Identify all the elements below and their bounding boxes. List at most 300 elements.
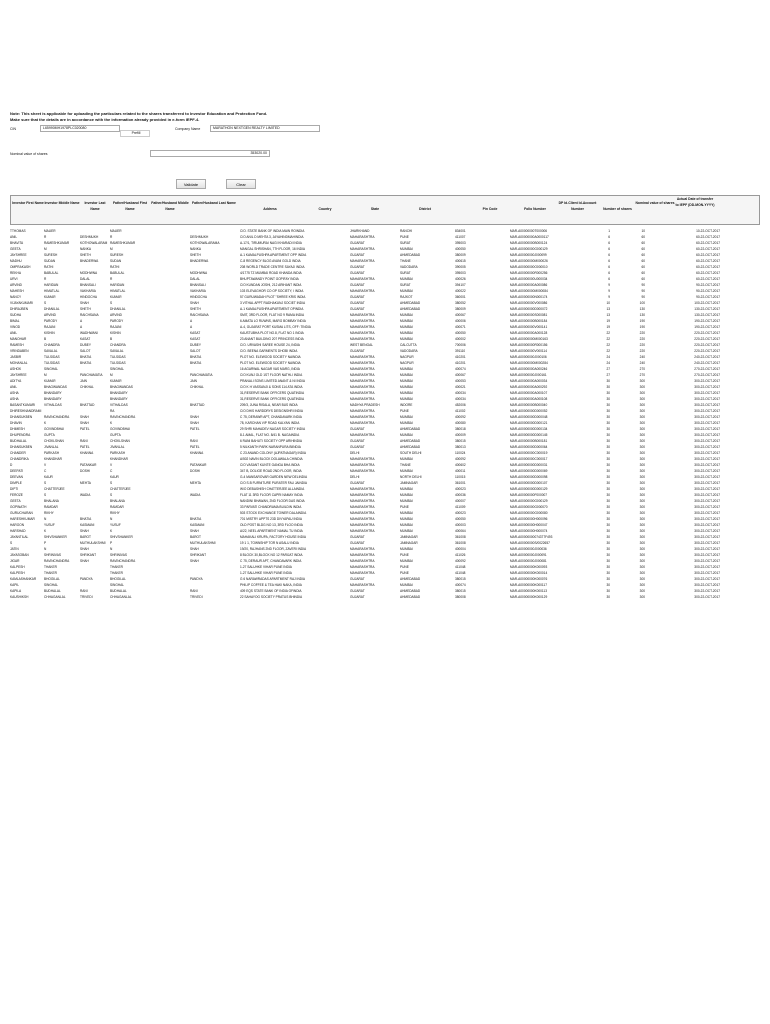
- cell-father-last-name[interactable]: MODHWNA: [190, 271, 208, 275]
- cell-middle-name[interactable]: CHOKLSHAN: [44, 439, 64, 443]
- cell-last-name[interactable]: SHAH: [80, 421, 89, 425]
- cell-transfer-date[interactable]: 300-22-OCT-2017: [694, 529, 720, 533]
- cell-number-of-shares[interactable]: 19: [606, 319, 610, 323]
- cell-pin-code[interactable]: 400092: [455, 415, 466, 419]
- cell-folio-number[interactable]: MAR-A00000000J000091: [510, 553, 547, 557]
- cell-number-of-shares[interactable]: 27: [606, 367, 610, 371]
- cell-first-name[interactable]: SUDHA: [10, 313, 22, 317]
- cell-father-last-name[interactable]: MEHTA: [190, 481, 201, 485]
- cell-number-of-shares[interactable]: 30: [606, 433, 610, 437]
- cell-district[interactable]: PUNE: [400, 571, 409, 575]
- cell-number-of-shares[interactable]: 30: [606, 529, 610, 533]
- cell-district[interactable]: THANE: [400, 463, 411, 467]
- cell-nominal-value[interactable]: 300: [639, 475, 645, 479]
- cell-transfer-date[interactable]: 300-22-OCT-2017: [694, 397, 720, 401]
- cell-first-name[interactable]: ANIL: [10, 385, 18, 389]
- cell-state[interactable]: MAHARASHTRA: [350, 367, 375, 371]
- cell-district[interactable]: MUMBAI: [400, 499, 413, 503]
- cell-first-name[interactable]: ASHA: [10, 397, 19, 401]
- cell-state[interactable]: MAHARASHTRA: [350, 505, 375, 509]
- cell-first-name[interactable]: KALPESH: [10, 571, 25, 575]
- cell-pin-code[interactable]: 400034: [455, 397, 466, 401]
- cell-address[interactable]: W/O DEBASHISH CHATTERJEE ALLAINDIA: [240, 487, 305, 491]
- cell-nominal-value[interactable]: 300: [639, 541, 645, 545]
- cell-first-name[interactable]: FEROZE: [10, 493, 23, 497]
- cell-folio-number[interactable]: MAR-A00000000A000034: [510, 379, 548, 383]
- cell-nominal-value[interactable]: 300: [639, 397, 645, 401]
- cell-number-of-shares[interactable]: 30: [606, 571, 610, 575]
- cell-nominal-value[interactable]: 300: [639, 457, 645, 461]
- cell-state[interactable]: MAHARASHTRA: [350, 397, 375, 401]
- cell-middle-name[interactable]: BUDHALAL: [44, 589, 61, 593]
- cell-district[interactable]: MUMBAI: [400, 385, 413, 389]
- cell-nominal-value[interactable]: 300: [639, 589, 645, 593]
- cell-folio-number[interactable]: MAR-A00000000J000099: [510, 253, 547, 257]
- cell-state[interactable]: MAHARASHTRA: [350, 409, 375, 413]
- cell-first-name[interactable]: BIMAL: [10, 319, 20, 323]
- cell-nominal-value[interactable]: 240: [639, 355, 645, 359]
- cell-folio-number[interactable]: MAR-A00000000H000047: [510, 523, 548, 527]
- cell-father-last-name[interactable]: JAIN: [190, 379, 197, 383]
- cell-district[interactable]: NAGPUR: [400, 361, 414, 365]
- cell-father-first-name[interactable]: KUMAR: [110, 295, 122, 299]
- cell-folio-number[interactable]: MAR-A00000000M000026: [510, 259, 548, 263]
- cell-father-first-name[interactable]: N: [110, 517, 113, 521]
- cell-pin-code[interactable]: 400050: [455, 517, 466, 521]
- cell-address[interactable]: C/O KUNJ OLD 1ST FLOOR NATHLI INDIA: [240, 373, 303, 377]
- cell-district[interactable]: MUMBAI: [400, 529, 413, 533]
- cell-state[interactable]: GUJARAT: [350, 481, 365, 485]
- cell-number-of-shares[interactable]: 30: [606, 421, 610, 425]
- cell-father-first-name[interactable]: PARKASH: [110, 451, 125, 455]
- cell-address[interactable]: 409 EQS STATE BANK OF INDIA OFINDIA: [240, 589, 302, 593]
- validate-button[interactable]: Validate: [176, 179, 206, 189]
- cell-father-first-name[interactable]: RIKHY: [110, 511, 120, 515]
- cell-district[interactable]: AHMEDABAD: [400, 439, 421, 443]
- cell-state[interactable]: MAHARASHTRA: [350, 529, 375, 533]
- cell-state[interactable]: MAHARASHTRA: [350, 277, 375, 281]
- cell-state[interactable]: MAHARASHTRA: [350, 547, 375, 551]
- cell-state[interactable]: GUJARAT: [350, 577, 365, 581]
- cell-pin-code[interactable]: 394107: [455, 283, 466, 287]
- cell-number-of-shares[interactable]: 30: [606, 409, 610, 413]
- cell-last-name[interactable]: A: [80, 319, 83, 323]
- cell-number-of-shares[interactable]: 30: [606, 385, 610, 389]
- cell-transfer-date[interactable]: 300-22-OCT-2017: [694, 403, 720, 407]
- cell-district[interactable]: MUMBAI: [400, 469, 413, 473]
- cell-last-name[interactable]: MODHWNA: [80, 271, 98, 275]
- cell-pin-code[interactable]: 361001: [455, 481, 466, 485]
- cell-last-name[interactable]: SHAH: [80, 529, 89, 533]
- cell-state[interactable]: GUJARAT: [350, 253, 365, 257]
- cell-folio-number[interactable]: MAR-A00000000A0000117: [510, 235, 549, 239]
- cell-first-name[interactable]: DEEVAN: [10, 475, 23, 479]
- cell-father-first-name[interactable]: SURESH: [110, 253, 124, 257]
- cell-first-name[interactable]: DHUPENDRA: [10, 433, 31, 437]
- cell-nominal-value[interactable]: 130: [639, 307, 645, 311]
- cell-number-of-shares[interactable]: 6: [608, 265, 610, 269]
- cell-father-last-name[interactable]: A: [190, 319, 193, 323]
- cell-folio-number[interactable]: MAR-A00000000B000184: [510, 319, 548, 323]
- cell-state[interactable]: MAHARASHTRA: [350, 571, 375, 575]
- cell-middle-name[interactable]: M: [44, 373, 47, 377]
- cell-middle-name[interactable]: TULSIDAS: [44, 355, 60, 359]
- cell-state[interactable]: MAHARASHTRA: [350, 415, 375, 419]
- cell-folio-number[interactable]: MAR-A00000000A000108: [510, 397, 548, 401]
- cell-father-last-name[interactable]: SHAH: [190, 547, 199, 551]
- cell-state[interactable]: GUJARAT: [350, 301, 365, 305]
- cell-last-name[interactable]: MEHTA: [80, 481, 91, 485]
- cell-last-name[interactable]: SHRIKANT: [80, 553, 97, 557]
- cell-middle-name[interactable]: JIVANLAL: [44, 445, 59, 449]
- cell-middle-name[interactable]: RAVINCHANDRA: [44, 559, 70, 563]
- cell-folio-number[interactable]: MAR-A00000000D000048: [510, 415, 548, 419]
- cell-folio-number[interactable]: MAR-A00000000S/0022657: [510, 541, 550, 545]
- cell-last-name[interactable]: PANCHAMATIA: [80, 373, 103, 377]
- cell-transfer-date[interactable]: 300-22-OCT-2017: [694, 445, 720, 449]
- cell-transfer-date[interactable]: 300-22-OCT-2017: [694, 451, 720, 455]
- cell-folio-number[interactable]: MAR-A00000000T000006: [510, 229, 548, 233]
- cell-folio-number[interactable]: MAR-A00000000J000161: [510, 373, 547, 377]
- cell-first-name[interactable]: KAUSHIKSH: [10, 595, 29, 599]
- cell-address[interactable]: C/O S.B FURNITURE PURATER FAU JAINDIA: [240, 481, 308, 485]
- cell-father-last-name[interactable]: PANCHAMATIA: [190, 373, 213, 377]
- cell-first-name[interactable]: DHAVIN: [10, 421, 22, 425]
- cell-district[interactable]: MUMBAI: [400, 379, 413, 383]
- cell-middle-name[interactable]: N: [44, 547, 47, 551]
- cell-district[interactable]: THANE: [400, 259, 411, 263]
- cell-father-last-name[interactable]: PANDYA: [190, 577, 203, 581]
- cell-father-first-name[interactable]: SINGHAL: [110, 367, 124, 371]
- cell-address[interactable]: C/O ANIL D MEHTA 3, JAYAHINDMAHINDIA: [240, 235, 304, 239]
- cell-transfer-date[interactable]: 130-22-OCT-2017: [694, 313, 720, 317]
- cell-pin-code[interactable]: 395003: [455, 271, 466, 275]
- cell-state[interactable]: GUJARAT: [350, 283, 365, 287]
- cell-pin-code[interactable]: 400064: [455, 529, 466, 533]
- cell-last-name[interactable]: WADHWANI: [80, 331, 98, 335]
- cell-state[interactable]: MAHARASHTRA: [350, 235, 375, 239]
- cell-number-of-shares[interactable]: 30: [606, 553, 610, 557]
- cell-middle-name[interactable]: KAUR: [44, 475, 53, 479]
- cell-middle-name[interactable]: YUSUF: [44, 523, 55, 527]
- cell-middle-name[interactable]: RAMDAR: [44, 505, 58, 509]
- cell-transfer-date[interactable]: 220-22-OCT-2017: [694, 343, 720, 347]
- cell-father-first-name[interactable]: SHRINIVAS: [110, 553, 127, 557]
- cell-folio-number[interactable]: MAR-A00000000K000113: [510, 589, 547, 593]
- cell-nominal-value[interactable]: 60: [641, 253, 645, 257]
- cell-pin-code[interactable]: 400023: [455, 487, 466, 491]
- cell-number-of-shares[interactable]: 30: [606, 475, 610, 479]
- cell-nominal-value[interactable]: 60: [641, 277, 645, 281]
- cell-district[interactable]: MUMBAI: [400, 523, 413, 527]
- cell-state[interactable]: DELHI: [350, 475, 360, 479]
- cell-pin-code[interactable]: 400036: [455, 493, 466, 497]
- cell-middle-name[interactable]: CHATTERJEE: [44, 487, 65, 491]
- cell-district[interactable]: SURAT: [400, 283, 411, 287]
- cell-state[interactable]: MADHYA PRADESH: [350, 403, 380, 407]
- cell-folio-number[interactable]: MAR-A00000000074377F493: [510, 535, 553, 539]
- cell-district[interactable]: MUMBAI: [400, 421, 413, 425]
- cell-father-first-name[interactable]: B: [110, 337, 113, 341]
- cell-number-of-shares[interactable]: 30: [606, 559, 610, 563]
- cell-nominal-value[interactable]: 300: [639, 451, 645, 455]
- cell-address[interactable]: 78, KARCHAN VIP ROAD KALYAN INDIA: [240, 421, 300, 425]
- cell-middle-name[interactable]: PARKASH: [44, 451, 59, 455]
- cell-transfer-date[interactable]: 300-22-OCT-2017: [694, 541, 720, 545]
- cell-last-name[interactable]: DUBEY: [80, 343, 91, 347]
- cell-district[interactable]: MUMBAI: [400, 511, 413, 515]
- cell-state[interactable]: MAHARASHTRA: [350, 559, 375, 563]
- cell-address[interactable]: C/O K H VASSANJI & SONS 114 ATA INDIA: [240, 385, 303, 389]
- cell-pin-code[interactable]: 380015: [455, 439, 466, 443]
- cell-last-name[interactable]: NANKA: [80, 247, 91, 251]
- cell-pin-code[interactable]: 400050: [455, 331, 466, 335]
- cell-folio-number[interactable]: MAR-A00000000G000129: [510, 247, 548, 251]
- cell-nominal-value[interactable]: 60: [641, 247, 645, 251]
- cell-district[interactable]: CALCUTTA: [400, 343, 417, 347]
- cell-last-name[interactable]: BHANSALI: [80, 283, 96, 287]
- cell-last-name[interactable]: KHANNA: [80, 451, 94, 455]
- cell-folio-number[interactable]: MAR-A00000000J000036: [510, 547, 547, 551]
- cell-pin-code[interactable]: 400023: [455, 511, 466, 515]
- cell-father-first-name[interactable]: S: [110, 301, 113, 305]
- cell-state[interactable]: MAHARASHTRA: [350, 565, 375, 569]
- cell-address[interactable]: C/O. BEENA GARMENTS DHOBI INDIA: [240, 349, 298, 353]
- cell-middle-name[interactable]: SHRINIVAS: [44, 553, 61, 557]
- cell-address[interactable]: 19/20, RAJHANS 2ND FLOOR, ZAVERI INDIA: [240, 547, 307, 551]
- cell-father-last-name[interactable]: BAROT: [190, 535, 201, 539]
- cell-nominal-value[interactable]: 300: [639, 445, 645, 449]
- cell-first-name[interactable]: BASANTKUMARI: [10, 403, 36, 407]
- cell-middle-name[interactable]: SINGHAL: [44, 367, 58, 371]
- cell-transfer-date[interactable]: 300-22-OCT-2017: [694, 469, 720, 473]
- cell-nominal-value[interactable]: 130: [639, 313, 645, 317]
- cell-first-name[interactable]: DHANSUKBEN: [10, 445, 33, 449]
- cell-last-name[interactable]: PATANKAR: [80, 463, 97, 467]
- cell-state[interactable]: MAHARASHTRA: [350, 493, 375, 497]
- cell-address[interactable]: MANGAL SHRISHAN, 7TH FLOOR, 16 INDIA: [240, 247, 306, 251]
- cell-address[interactable]: 4/1775 TZ MUMBAI ROAD KHANDA INDIA: [240, 271, 302, 275]
- cell-folio-number[interactable]: MAR-A00000000J000081: [510, 559, 547, 563]
- cell-district[interactable]: RANCHI: [400, 229, 413, 233]
- cell-last-name[interactable]: BHADERWA: [80, 259, 99, 263]
- cell-first-name[interactable]: GEETA: [10, 247, 21, 251]
- cell-address[interactable]: 6 AMATA LO RUWNS, MARG BOMBAY INDIA: [240, 319, 306, 323]
- cell-last-name[interactable]: DOSHI: [80, 469, 91, 473]
- cell-district[interactable]: RAJKOT: [400, 295, 413, 299]
- cell-father-first-name[interactable]: M: [110, 247, 113, 251]
- cell-number-of-shares[interactable]: 30: [606, 481, 610, 485]
- cell-nominal-value[interactable]: 60: [641, 265, 645, 269]
- cell-address[interactable]: PLOT NO. ELEWOOD SOCIETY NAINDIA: [240, 361, 301, 365]
- cell-folio-number[interactable]: MAR-A00000000D000134: [510, 427, 548, 431]
- cell-number-of-shares[interactable]: 30: [606, 583, 610, 587]
- cell-nominal-value[interactable]: 240: [639, 361, 645, 365]
- cell-nominal-value[interactable]: 10: [641, 229, 645, 233]
- cell-nominal-value[interactable]: 90: [641, 289, 645, 293]
- cell-last-name[interactable]: SHAH: [80, 415, 89, 419]
- cell-first-name[interactable]: RAMESH: [10, 343, 24, 347]
- cell-state[interactable]: MAHARASHTRA: [350, 421, 375, 425]
- cell-father-last-name[interactable]: BHATIA: [190, 361, 202, 365]
- cell-first-name[interactable]: KAPILA: [10, 589, 22, 593]
- cell-pin-code[interactable]: 400074: [455, 367, 466, 371]
- cell-father-last-name[interactable]: SHETH: [190, 307, 201, 311]
- cell-district[interactable]: AHMEDABAD: [400, 301, 421, 305]
- cell-number-of-shares[interactable]: 30: [606, 451, 610, 455]
- cell-father-last-name[interactable]: CHIKHAL: [190, 385, 204, 389]
- cell-nominal-value[interactable]: 300: [639, 391, 645, 395]
- cell-nominal-value[interactable]: 220: [639, 331, 645, 335]
- cell-district[interactable]: MUMBAI: [400, 547, 413, 551]
- cell-district[interactable]: PUNE: [400, 409, 409, 413]
- cell-state[interactable]: GUJARAT: [350, 427, 365, 431]
- cell-first-name[interactable]: VRINDABEN: [10, 349, 29, 353]
- cell-address[interactable]: 6 RANI BAHUTI SOCIETY OPP ARIHINDIA: [240, 439, 303, 443]
- cell-state[interactable]: MAHARASHTRA: [350, 361, 375, 365]
- cell-transfer-date[interactable]: 220-22-OCT-2017: [694, 331, 720, 335]
- cell-address[interactable]: 1-27 SALUHKE VIHAR PUNE INDIA: [240, 565, 292, 569]
- cell-nominal-value[interactable]: 90: [641, 295, 645, 299]
- cell-transfer-date[interactable]: 300-22-OCT-2017: [694, 427, 720, 431]
- cell-first-name[interactable]: DHIRAJBEN: [10, 307, 29, 311]
- cell-father-first-name[interactable]: THAKER: [110, 571, 123, 575]
- cell-number-of-shares[interactable]: 30: [606, 517, 610, 521]
- cell-father-first-name[interactable]: KISHIN: [110, 331, 121, 335]
- cell-first-name[interactable]: TTHOMAS: [10, 229, 26, 233]
- cell-district[interactable]: AHMEDABAD: [400, 577, 421, 581]
- cell-state[interactable]: GUJARAT: [350, 241, 365, 245]
- cell-nominal-value[interactable]: 300: [639, 427, 645, 431]
- cell-nominal-value[interactable]: 60: [641, 235, 645, 239]
- cell-address[interactable]: C 23 ANAND COLONY (AJPATNAGAR) INDIA: [240, 451, 307, 455]
- cell-address[interactable]: 31,RESERVE BANK OFFICERS QUATINDIA: [240, 397, 305, 401]
- cell-number-of-shares[interactable]: 13: [606, 313, 610, 317]
- cell-state[interactable]: MAHARASHTRA: [350, 469, 375, 473]
- cell-transfer-date[interactable]: 270-22-OCT-2017: [694, 373, 720, 377]
- cell-last-name[interactable]: RANI: [80, 589, 88, 593]
- cell-father-first-name[interactable]: JIVANLAL: [110, 445, 125, 449]
- cell-father-last-name[interactable]: KASMANI: [190, 523, 205, 527]
- cell-transfer-date[interactable]: 60-22-OCT-2017: [696, 277, 720, 281]
- cell-state[interactable]: MAHARASHTRA: [350, 583, 375, 587]
- cell-address[interactable]: NANDINI BHAWAN, 2ND FLOOR DAS INDIA: [240, 499, 305, 503]
- cell-first-name[interactable]: HAROON: [10, 523, 24, 527]
- cell-district[interactable]: SURAT: [400, 241, 411, 245]
- cell-middle-name[interactable]: S: [44, 493, 47, 497]
- cell-first-name[interactable]: DHIMESH: [10, 427, 25, 431]
- cell-middle-name[interactable]: CHANDRA: [44, 343, 60, 347]
- cell-transfer-date[interactable]: 300-22-OCT-2017: [694, 535, 720, 539]
- cell-last-name[interactable]: BAROT: [80, 535, 91, 539]
- cell-address[interactable]: 8-1 AMAL, FLAT NO. 8/41 B. NAGAINDIA: [240, 433, 300, 437]
- cell-father-first-name[interactable]: BHANDARY: [110, 397, 128, 401]
- cell-number-of-shares[interactable]: 30: [606, 523, 610, 527]
- cell-middle-name[interactable]: THAKER: [44, 565, 57, 569]
- cell-last-name[interactable]: RANI: [80, 439, 88, 443]
- cell-middle-name[interactable]: SURESH: [44, 253, 58, 257]
- cell-middle-name[interactable]: GOVINDBHAI: [44, 427, 65, 431]
- cell-father-first-name[interactable]: PARODY: [110, 319, 124, 323]
- cell-state[interactable]: MAHARASHTRA: [350, 337, 375, 341]
- cell-transfer-date[interactable]: 220-22-OCT-2017: [694, 349, 720, 353]
- cell-middle-name[interactable]: BHALANA: [44, 499, 59, 503]
- cell-address[interactable]: 701 MISTRY APPTS 23D DIVYAPAU INDIA: [240, 517, 302, 521]
- cell-number-of-shares[interactable]: 30: [606, 457, 610, 461]
- cell-folio-number[interactable]: MAR-A00000000F000007: [510, 493, 548, 497]
- cell-transfer-date[interactable]: 190-22-OCT-2017: [694, 325, 720, 329]
- cell-father-first-name[interactable]: BUDHALAL: [110, 589, 127, 593]
- cell-father-first-name[interactable]: SAVALAL: [110, 349, 124, 353]
- prefill-button[interactable]: Prefill: [120, 130, 150, 137]
- cell-state[interactable]: MAHARASHTRA: [350, 511, 375, 515]
- cell-first-name[interactable]: ASHA: [10, 391, 19, 395]
- cell-last-name[interactable]: TRIVEDI: [80, 595, 93, 599]
- cell-number-of-shares[interactable]: 30: [606, 577, 610, 581]
- cell-father-first-name[interactable]: CHATTERJEE: [110, 487, 131, 491]
- cell-nominal-value[interactable]: 90: [641, 283, 645, 287]
- nominal-value-field[interactable]: 353020.00: [150, 150, 270, 157]
- cell-first-name[interactable]: NANCY: [10, 295, 22, 299]
- cell-last-name[interactable]: MUTHULAKSHMI: [80, 541, 106, 545]
- cell-district[interactable]: PUNE: [400, 565, 409, 569]
- cell-address[interactable]: 33 PARVATI CHANDRAMA BUILDIN INDIA: [240, 505, 302, 509]
- cell-transfer-date[interactable]: 60-22-OCT-2017: [696, 241, 720, 245]
- cell-district[interactable]: MUMBAI: [400, 313, 413, 317]
- cell-number-of-shares[interactable]: 9: [608, 295, 610, 299]
- cell-father-last-name[interactable]: DUBEY: [190, 343, 201, 347]
- cell-number-of-shares[interactable]: 30: [606, 427, 610, 431]
- cell-father-first-name[interactable]: RA: [110, 409, 115, 413]
- cell-father-last-name[interactable]: PATEL: [190, 445, 200, 449]
- cell-address[interactable]: 208 WORLD TRADE CENTRE SAYAJI INDIA: [240, 265, 305, 269]
- cell-address[interactable]: C 75, DERAUR APT, CHANDAVARK INDIA: [240, 559, 302, 563]
- cell-folio-number[interactable]: MAR-A00000000H000074: [510, 529, 548, 533]
- cell-transfer-date[interactable]: 60-22-OCT-2017: [696, 247, 720, 251]
- cell-address[interactable]: 103 ELEVAGHOR CO OP SOCIETY, I INDIA: [240, 289, 304, 293]
- cell-father-first-name[interactable]: CHHAGANLAL: [110, 595, 132, 599]
- cell-transfer-date[interactable]: 60-22-OCT-2017: [696, 265, 720, 269]
- cell-transfer-date[interactable]: 60-22-OCT-2017: [696, 271, 720, 275]
- cell-folio-number[interactable]: MAR-A00000000D000052: [510, 409, 548, 413]
- cell-folio-number[interactable]: MAR-A00000000M000084: [510, 289, 548, 293]
- cell-last-name[interactable]: SHETH: [80, 307, 91, 311]
- cell-middle-name[interactable]: PARODY: [44, 319, 58, 323]
- cell-last-name[interactable]: DESHMUKH: [80, 235, 99, 239]
- cell-middle-name[interactable]: KUMAR: [44, 379, 56, 383]
- cell-state[interactable]: GUJARAT: [350, 349, 365, 353]
- cell-middle-name[interactable]: KUMAR: [44, 295, 56, 299]
- cell-district[interactable]: AHMEDABAD: [400, 589, 421, 593]
- cell-middle-name[interactable]: P: [44, 541, 47, 545]
- cell-father-first-name[interactable]: SINGHAL: [110, 583, 124, 587]
- cell-first-name[interactable]: BUDHALAL: [10, 439, 27, 443]
- cell-nominal-value[interactable]: 300: [639, 553, 645, 557]
- cell-state[interactable]: GUJARAT: [350, 595, 365, 599]
- cell-first-name[interactable]: JAYSHREE: [10, 373, 27, 377]
- cell-father-last-name[interactable]: TRIVEDI: [190, 595, 203, 599]
- cell-nominal-value[interactable]: 190: [639, 319, 645, 323]
- cell-pin-code[interactable]: 400026: [455, 277, 466, 281]
- cell-folio-number[interactable]: MAR-A00000000B000124: [510, 241, 548, 245]
- cell-address[interactable]: PRANALI SONS LIMITED ANANT & NI INDIA: [240, 379, 305, 383]
- cell-state[interactable]: MAHARASHTRA: [350, 385, 375, 389]
- cell-nominal-value[interactable]: 300: [639, 523, 645, 527]
- cell-nominal-value[interactable]: 300: [639, 535, 645, 539]
- cell-pin-code[interactable]: 400080: [455, 421, 466, 425]
- cell-address[interactable]: A/502 NAVIN BLOCK DOLAWALA CHINDIA: [240, 457, 303, 461]
- cell-father-first-name[interactable]: HARIDAN: [110, 283, 125, 287]
